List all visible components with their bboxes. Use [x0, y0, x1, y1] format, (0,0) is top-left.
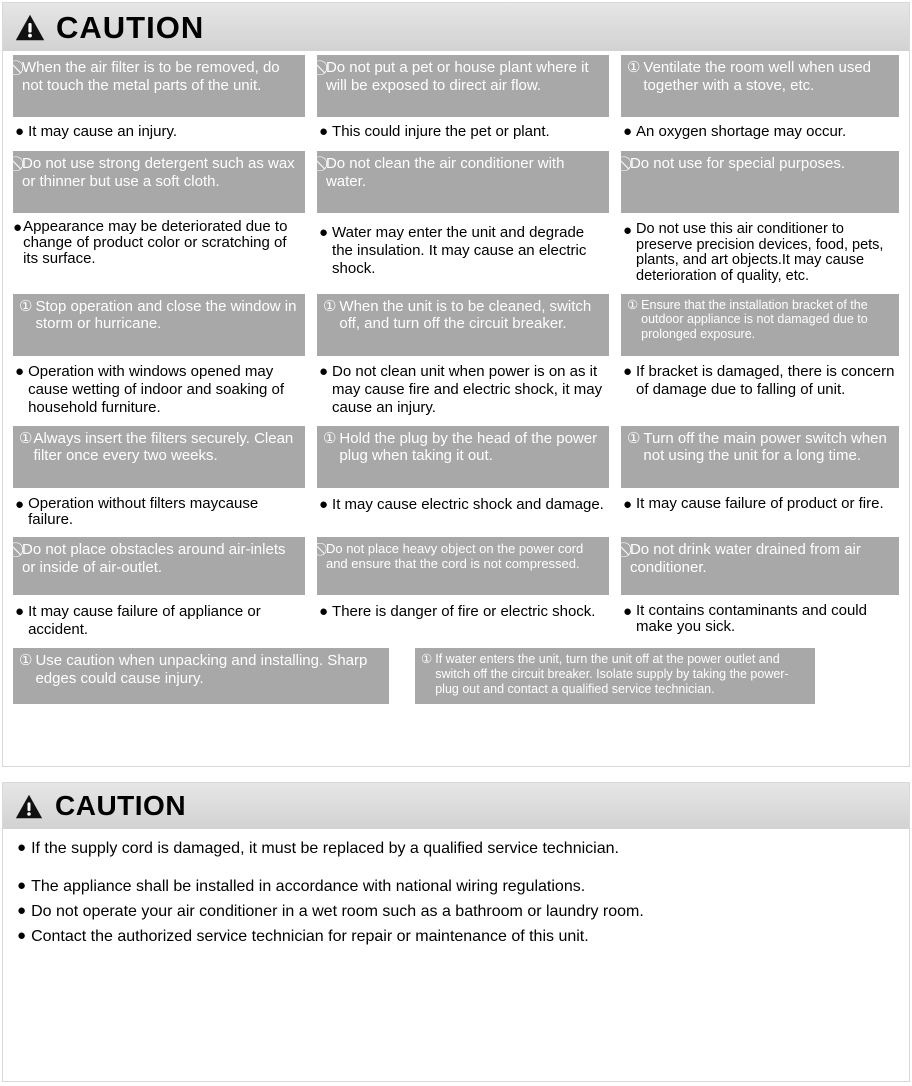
- caution-headline-text: Use caution when unpacking and installing. Sharp edges could cause injury.: [35, 652, 368, 687]
- caution-headline: [415, 648, 815, 704]
- caution-cell: [615, 537, 905, 644]
- caution-consequence: [13, 117, 305, 146]
- mandatory-icon: ①: [19, 297, 33, 315]
- caution-cell: [311, 151, 615, 290]
- caution-cell: [311, 294, 615, 422]
- bullet-dot-icon: ●: [622, 495, 632, 513]
- mandatory-icon: ①: [322, 297, 337, 315]
- caution-headline-text: When the unit is to be cleaned, switch off, and turn off the circuit breaker.: [339, 297, 592, 333]
- bullet-dot-icon: ●: [15, 495, 25, 513]
- caution-headline: [13, 648, 389, 704]
- caution-consequence-text: Do not clean unit when power is on as it may cause fire and electric shock, it may cause an injury.: [332, 362, 603, 416]
- caution-headline: [317, 294, 609, 356]
- caution-headline: [621, 55, 899, 117]
- caution-consequence: [621, 117, 899, 146]
- bullet-dot-icon: ●: [318, 362, 329, 380]
- caution-headline-text: Always insert the filters securely. Clean filter once every two weeks.: [33, 429, 294, 465]
- caution-headline-text: Turn off the main power switch when not using the unit for a long time.: [643, 429, 887, 465]
- caution-headline-text: Do not use for special purposes.: [629, 155, 846, 172]
- bullet-dot-icon: ●: [17, 902, 27, 919]
- bullet-dot-icon: ●: [17, 877, 27, 894]
- mandatory-icon: ①: [322, 429, 337, 447]
- caution-consequence: [317, 117, 609, 146]
- caution-consequence: [317, 356, 609, 422]
- caution-consequence-text: Appearance may be deteriorated due to change of product color or scratching of its surface.: [23, 218, 288, 268]
- caution-panel-top: [2, 2, 910, 767]
- bullet-dot-icon: ●: [15, 362, 25, 380]
- bullet-dot-icon: ●: [622, 603, 632, 620]
- caution-cell: [311, 55, 615, 146]
- caution-consequence: [621, 356, 899, 418]
- caution-headline: [317, 426, 609, 488]
- caution-row: [7, 55, 905, 146]
- caution-cell: [409, 648, 821, 704]
- list-item-text: Contact the authorized service technician for repair or maintenance of this unit.: [31, 928, 589, 945]
- caution-row: [7, 426, 905, 533]
- caution-headline-text: Do not use strong detergent such as wax or thinner but use a soft cloth.: [22, 155, 295, 190]
- mandatory-icon: ①: [626, 297, 639, 312]
- caution-headline-text: Stop operation and close the window in storm or hurricane.: [35, 297, 297, 333]
- caution-row: [7, 151, 905, 290]
- caution-cell: [311, 537, 615, 644]
- caution-consequence: [13, 595, 305, 644]
- bullet-dot-icon: ●: [13, 219, 23, 236]
- mandatory-icon: ①: [626, 59, 641, 76]
- caution-headline: [13, 55, 305, 117]
- caution-consequence-text: Operation with windows opened may cause wetting of indoor and soaking of household furniture.: [28, 362, 285, 416]
- list-item-text: Do not operate your air conditioner in a wet room such as a bathroom or laundry room.: [31, 903, 644, 920]
- caution-cell: [615, 294, 905, 422]
- caution-headline-text: Do not place obstacles around air-inlets or inside of air-outlet.: [22, 541, 286, 576]
- bullet-dot-icon: ●: [622, 362, 632, 380]
- caution-cell: [7, 55, 311, 146]
- caution-headline: [621, 537, 899, 595]
- caution-consequence-text: An oxygen shortage may occur.: [636, 123, 847, 140]
- caution-consequence: [13, 356, 305, 422]
- caution-headline-text: Do not put a pet or house plant where it will be exposed to direct air flow.: [325, 59, 589, 94]
- caution-headline-text: Do not clean the air conditioner with water.: [325, 155, 565, 190]
- bullet-dot-icon: ●: [318, 603, 329, 620]
- caution-title-bottom: CAUTION: [55, 790, 187, 821]
- caution-consequence-text: There is danger of fire or electric shock.: [332, 603, 596, 620]
- bullet-dot-icon: ●: [17, 839, 27, 856]
- caution-headline: [621, 426, 899, 488]
- list-item-text: The appliance shall be installed in accordance with national wiring regulations.: [31, 878, 586, 895]
- caution-headline: [317, 151, 609, 213]
- caution-header-top: [3, 3, 909, 51]
- caution-headline-text: When the air filter is to be removed, do not touch the metal parts of the unit.: [22, 59, 280, 94]
- mandatory-icon: ①: [19, 429, 33, 447]
- caution-consequence-text: Do not use this air conditioner to preserve precision devices, food, pets, plants, and art objects.It may cause deterioration of quality, etc.: [636, 221, 884, 284]
- warning-triangle-icon: [15, 794, 43, 819]
- caution-headline-text: Do not drink water drained from air conditioner.: [629, 541, 861, 576]
- bullet-dot-icon: ●: [15, 603, 25, 620]
- caution-headline: [317, 55, 609, 117]
- list-item-text: If the supply cord is damaged, it must be replaced by a qualified service technician.: [31, 840, 619, 857]
- list-item: [17, 839, 895, 859]
- caution-row: [7, 294, 905, 422]
- caution-consequence-text: If bracket is damaged, there is concern of damage due to falling of unit.: [636, 362, 895, 398]
- list-item: [17, 902, 895, 922]
- caution-consequence: [13, 213, 305, 273]
- caution-consequence-text: It may cause failure of product or fire.: [636, 494, 884, 512]
- caution-consequence: [621, 595, 899, 640]
- caution-bullet-list: [3, 829, 909, 947]
- caution-cell: [615, 426, 905, 533]
- bullet-dot-icon: ●: [17, 927, 27, 944]
- warning-triangle-icon: [15, 14, 45, 41]
- caution-consequence: [317, 488, 609, 530]
- caution-headline-text: Hold the plug by the head of the power plug when taking it out.: [339, 429, 598, 465]
- caution-headline: [13, 151, 305, 213]
- caution-headline: [317, 537, 609, 595]
- caution-headline: [13, 426, 305, 488]
- caution-cell: [615, 151, 905, 290]
- caution-row-last: [7, 648, 905, 704]
- caution-cell: [311, 426, 615, 533]
- caution-cell: [7, 151, 311, 290]
- caution-header-bottom: [3, 783, 909, 829]
- caution-consequence-text: Operation without filters maycause failure.: [28, 494, 259, 528]
- caution-cell: [615, 55, 905, 146]
- caution-cell: [7, 426, 311, 533]
- list-item: [17, 877, 895, 897]
- caution-consequence-text: It contains contaminants and could make you sick.: [636, 602, 867, 636]
- caution-headline: [621, 151, 899, 213]
- bullet-dot-icon: ●: [622, 222, 632, 239]
- caution-cell: [7, 537, 311, 644]
- caution-headline-text: Ensure that the installation bracket of the outdoor appliance is not damaged due to prolonged exposure.: [641, 297, 868, 342]
- caution-panel-bottom: [2, 782, 910, 1082]
- bullet-dot-icon: ●: [15, 123, 25, 140]
- caution-consequence-text: This could injure the pet or plant.: [332, 123, 550, 140]
- caution-headline: [13, 294, 305, 356]
- caution-consequence: [317, 595, 609, 639]
- bullet-dot-icon: ●: [318, 224, 329, 241]
- mandatory-icon: ①: [626, 429, 641, 447]
- caution-cell: [7, 648, 395, 704]
- caution-consequence-text: It may cause an injury.: [28, 123, 178, 140]
- caution-headline-text: Ventilate the room well when used together with a stove, etc.: [643, 59, 872, 94]
- caution-cell: [7, 294, 311, 422]
- bullet-dot-icon: ●: [318, 123, 329, 140]
- caution-title-top: CAUTION: [56, 9, 205, 45]
- caution-grid: [3, 51, 909, 704]
- caution-consequence: [13, 488, 305, 533]
- caution-headline-text: If water enters the unit, turn the unit off at the power outlet and switch off the circuit breaker. Isolate supply by taking the power-plug out and contact a qualified service technician.: [435, 652, 789, 696]
- caution-headline-text: Do not place heavy object on the power cord and ensure that the cord is not compressed.: [325, 541, 584, 572]
- mandatory-icon: ①: [19, 652, 33, 669]
- bullet-dot-icon: ●: [318, 495, 329, 513]
- caution-consequence: [621, 488, 899, 530]
- caution-consequence-text: It may cause electric shock and damage.: [332, 495, 604, 513]
- caution-headline: [621, 294, 899, 356]
- caution-consequence: [621, 213, 899, 290]
- list-item: [17, 927, 895, 947]
- caution-consequence-text: Water may enter the unit and degrade the insulation. It may cause an electric shock.: [332, 224, 587, 277]
- caution-consequence: [317, 213, 609, 283]
- caution-consequence-text: It may cause failure of appliance or accident.: [28, 603, 261, 638]
- bullet-dot-icon: ●: [622, 123, 632, 140]
- caution-row: [7, 537, 905, 644]
- caution-headline: [13, 537, 305, 595]
- mandatory-icon: ①: [421, 652, 433, 666]
